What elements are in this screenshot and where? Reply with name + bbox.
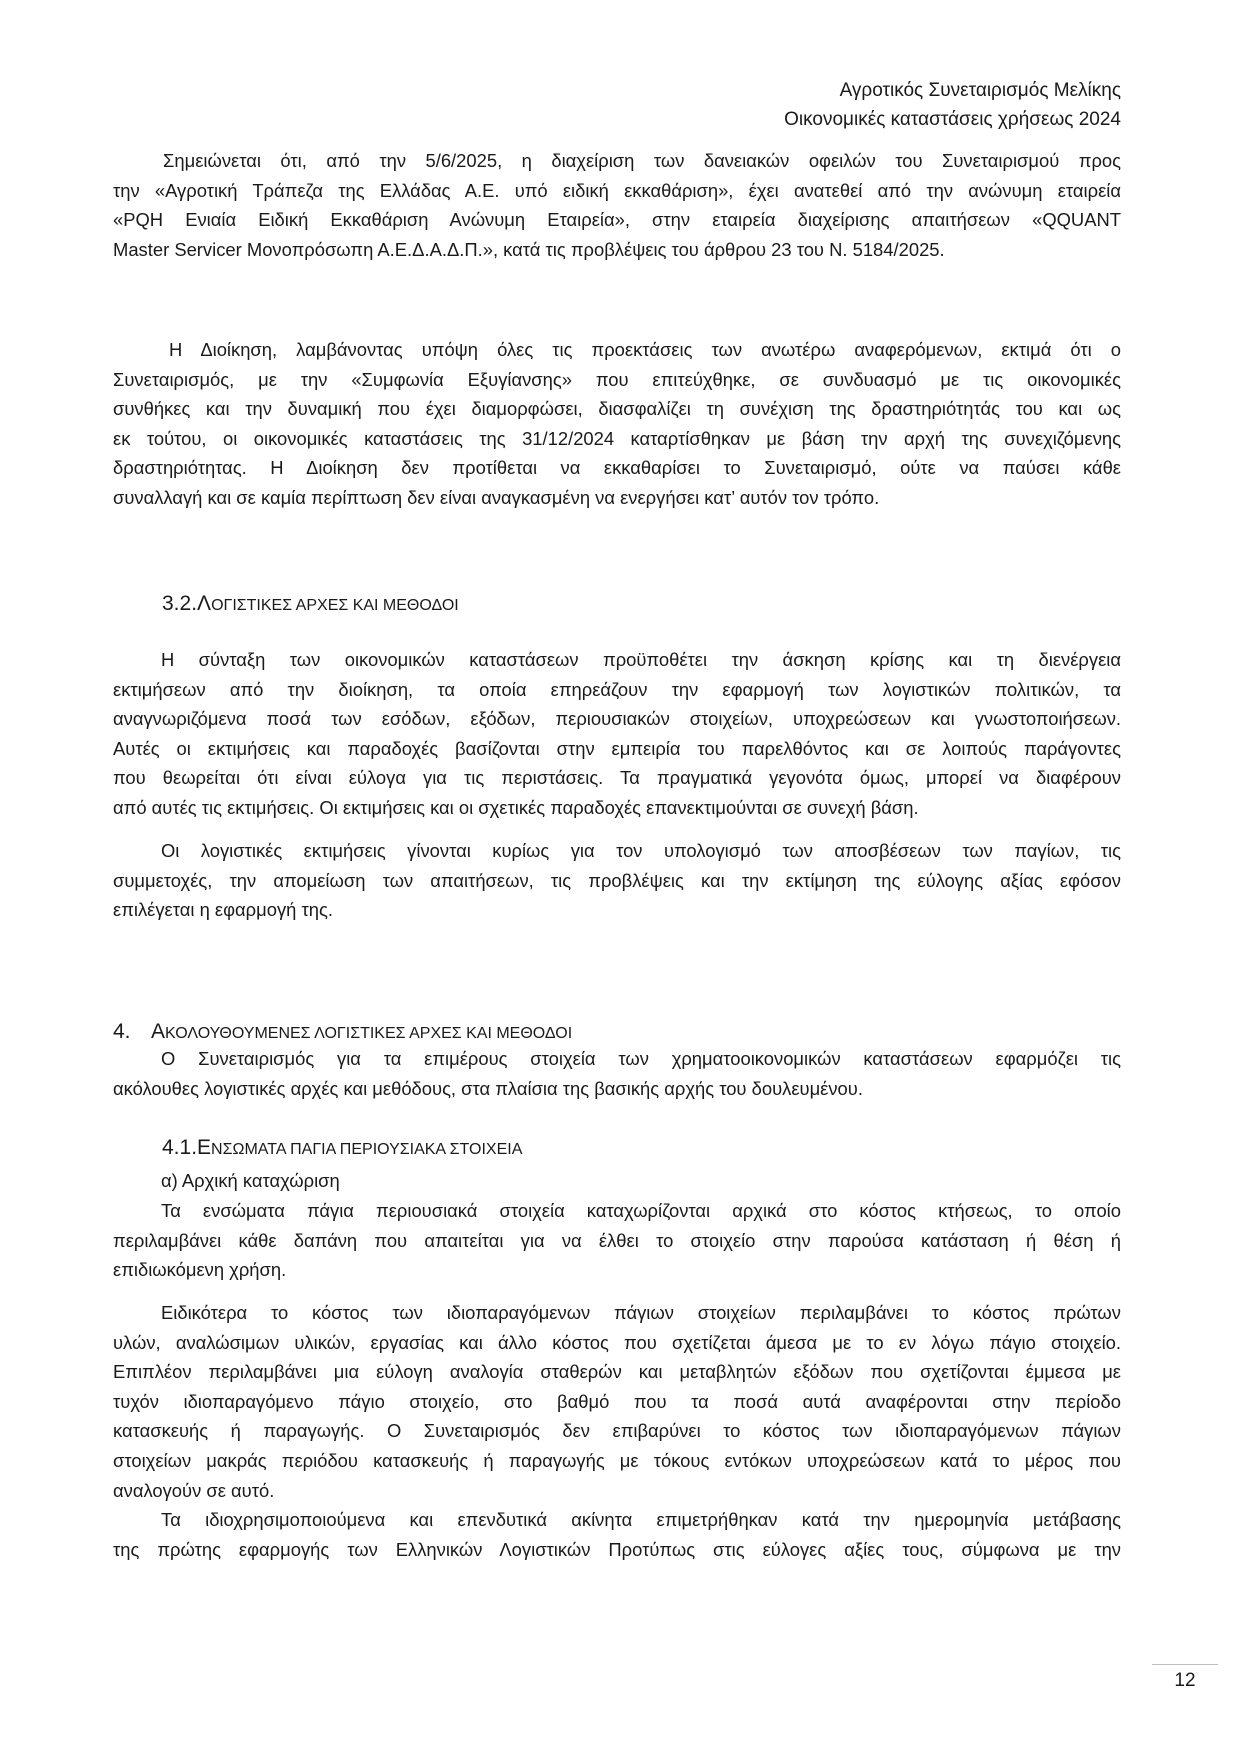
subheading-initial-recognition bbox=[113, 1166, 1121, 1196]
text-line: Αυτές οι εκτιμήσεις και παραδοχές βασίζονται στην εμπειρία του παρελθόντος και σε λοιπούς παράγοντες bbox=[113, 737, 1121, 759]
heading-text: ΝΣΩΜΑΤΑ ΠΑΓΙΑ ΠΕΡΙΟΥΣΙΑΚΑ ΣΤΟΙΧΕΙΑ bbox=[211, 1141, 523, 1158]
text-line: α) Αρχική καταχώριση bbox=[161, 1170, 340, 1191]
text-line: συμμετοχές, την απομείωση των απαιτήσεων, τις προβλέψεις και την εκτίμηση της εύλογης αξίας εφόσον bbox=[113, 869, 1121, 891]
section-heading-4-1 bbox=[162, 1134, 522, 1164]
text-line: Τα ιδιοχρησιμοποιούμενα και επενδυτικά ακίνητα επιμετρήθηκαν κατά την ημερομηνία μετάβασης bbox=[161, 1509, 1121, 1530]
text-line: επιδιωκόμενη χρήση. bbox=[113, 1259, 287, 1281]
text-line: υλών, αναλώσιμων υλικών, εργασίας και άλλο κόστος που σχετίζεται άμεσα με το εν λόγω πάγιο στοιχείο. bbox=[113, 1331, 1121, 1353]
section-heading-3-2 bbox=[162, 590, 459, 620]
text-line: Η Διοίκηση, λαμβάνοντας υπόψη όλες τις προεκτάσεις των ανωτέρω αναφερόμενων, εκτιμά ότι ο bbox=[169, 339, 1121, 360]
text-line: Η σύνταξη των οικονομικών καταστάσεων προϋποθέτει την άσκηση κρίσης και τη διενέργεια bbox=[161, 649, 1121, 670]
text-line: συνθήκες και την δυναμική που έχει διαμορφώσει, διασφαλίζει τη συνέχιση της δραστηριότητάς του και ως bbox=[113, 398, 1121, 420]
paragraph-loan-management bbox=[113, 146, 1121, 264]
text-line: Master Servicer Μονοπρόσωπη Α.Ε.Δ.Α.Δ.Π.», κατά τις προβλέψεις του άρθρου 23 του Ν. 5184/2025. bbox=[113, 238, 945, 260]
heading-initial: Λ bbox=[197, 592, 212, 615]
heading-text: ΚΟΛΟΥΘΟΥΜΕΝΕΣ ΛΟΓΙΣΤΙΚΕΣ ΑΡΧΕΣ ΚΑΙ ΜΕΘΟΔΟΙ bbox=[165, 1025, 573, 1042]
text-line: αναλογούν σε αυτό. bbox=[113, 1479, 275, 1501]
text-line: στοιχείων μακράς περιόδου κατασκευής ή παραγωγής με τόκους εντόκων υποχρεώσεων κατά το μέρος που bbox=[113, 1449, 1121, 1471]
paragraph-going-concern bbox=[113, 335, 1121, 513]
text-line: συναλλαγή και σε καμία περίπτωση δεν είναι αναγκασμένη να ενεργήσει κατ’ αυτόν τον τρόπο. bbox=[113, 486, 880, 508]
text-line: «PQH Ενιαία Ειδική Εκκαθάριση Ανώνυμη Εταιρεία», στην εταιρεία διαχείρισης απαιτήσεων «QQUANT bbox=[113, 209, 1121, 231]
page-number: 12 bbox=[1174, 1670, 1196, 1691]
paragraph-estimates bbox=[113, 645, 1121, 823]
heading-initial: Α bbox=[151, 1020, 166, 1043]
paragraph-accounting-principles bbox=[113, 1044, 1121, 1103]
header-report-title: Οικονομικές καταστάσεις χρήσεως 2024 bbox=[784, 109, 1121, 130]
heading-number: 3.2. bbox=[162, 592, 198, 615]
text-line: Οι λογιστικές εκτιμήσεις γίνονται κυρίως για τον υπολογισμό των αποσβέσεων των παγίων, τις bbox=[161, 840, 1121, 861]
footer-divider bbox=[1152, 1664, 1218, 1665]
paragraph-self-produced-assets bbox=[113, 1298, 1121, 1505]
text-line: Ειδικότερα το κόστος των ιδιοπαραγόμενων πάγιων στοιχείων περιλαμβάνει το κόστος πρώτων bbox=[161, 1302, 1121, 1323]
text-line: περιλαμβάνει κάθε δαπάνη που απαιτείται για να έλθει το στοιχείο στην παρούσα κατάσταση ή θέση ή bbox=[113, 1229, 1121, 1251]
text-line: Επιπλέον περιλαμβάνει μια εύλογη αναλογία σταθερών και μεταβλητών εξόδων που σχετίζονται έμμεσα με bbox=[113, 1361, 1121, 1383]
text-line: Τα ενσώματα πάγια περιουσιακά στοιχεία καταχωρίζονται αρχικά στο κόστος κτήσεως, το οποίο bbox=[161, 1200, 1121, 1221]
page-header bbox=[784, 76, 1121, 134]
text-line: αναγνωριζόμενα ποσά των εσόδων, εξόδων, περιουσιακών στοιχείων, υποχρεώσεων και γνωστοποιήσεων. bbox=[113, 708, 1121, 730]
text-line: επιλέγεται η εφαρμογή της. bbox=[113, 899, 333, 921]
text-line: Συνεταιρισμός, με την «Συμφωνία Εξυγίανσης» που επιτεύχθηκε, σε συνδυασμό με τις οικονομικές bbox=[113, 368, 1121, 390]
heading-number: 4.1. bbox=[162, 1136, 198, 1159]
paragraph-real-estate bbox=[113, 1505, 1121, 1564]
text-line: την «Αγροτική Τράπεζα της Ελλάδας Α.Ε. υπό ειδική εκκαθάριση», έχει ανατεθεί από την ανώνυμη εταιρεία bbox=[113, 179, 1121, 201]
text-line: εκ τούτου, οι οικονομικές καταστάσεις της 31/12/2024 καταρτίσθηκαν με βάση την αρχή της συνεχιζόμενης bbox=[113, 427, 1121, 449]
paragraph-initial-cost bbox=[113, 1196, 1121, 1285]
heading-initial: Ε bbox=[197, 1136, 212, 1159]
text-line: της πρώτης εφαρμογής των Ελληνικών Λογιστικών Προτύπως στις εύλογες αξίες τους, σύμφωνα με την bbox=[113, 1538, 1121, 1560]
heading-number: 4. bbox=[113, 1020, 131, 1043]
text-line: κατασκευής ή παραγωγής. Ο Συνεταιρισμός δεν επιβαρύνει το κόστος των ιδιοπαραγόμενων πάγιων bbox=[113, 1420, 1121, 1442]
header-organization: Αγροτικός Συνεταιρισμός Μελίκης bbox=[839, 80, 1121, 101]
text-line: Ο Συνεταιρισμός για τα επιμέρους στοιχεία των χρηματοοικονομικών καταστάσεων εφαρμόζει τις bbox=[161, 1048, 1121, 1069]
text-line: εκτιμήσεων από την διοίκηση, τα οποία επηρεάζουν την εφαρμογή των λογιστικών πολιτικών, τα bbox=[113, 678, 1121, 700]
heading-text: ΟΓΙΣΤΙΚΕΣ ΑΡΧΕΣ ΚΑΙ ΜΕΘΟΔΟΙ bbox=[211, 597, 459, 614]
text-line: που θεωρείται ότι είναι εύλογα για τις περιστάσεις. Τα πραγματικά γεγονότα όμως, μπορεί να διαφέρουν bbox=[113, 767, 1121, 789]
text-line: Σημειώνεται ότι, από την 5/6/2025, η διαχείριση των δανειακών οφειλών του Συνεταιρισμού προς bbox=[163, 150, 1121, 171]
paragraph-accounting-estimates bbox=[113, 836, 1121, 925]
text-line: ακόλουθες λογιστικές αρχές και μεθόδους, στα πλαίσια της βασικής αρχής του δουλευμένου. bbox=[113, 1077, 863, 1099]
text-line: δραστηριότητας. Η Διοίκηση δεν προτίθεται να εκκαθαρίσει το Συνεταιρισμό, ούτε να παύσει κάθε bbox=[113, 457, 1121, 479]
text-line: τυχόν ιδιοπαραγόμενο πάγιο στοιχείο, στο βαθμό που τα ποσά αυτά αναφέρονται στην περίοδο bbox=[113, 1390, 1121, 1412]
text-line: από αυτές τις εκτιμήσεις. Οι εκτιμήσεις και οι σχετικές παραδοχές επανεκτιμούνται σε συνεχή βάση. bbox=[113, 796, 919, 818]
